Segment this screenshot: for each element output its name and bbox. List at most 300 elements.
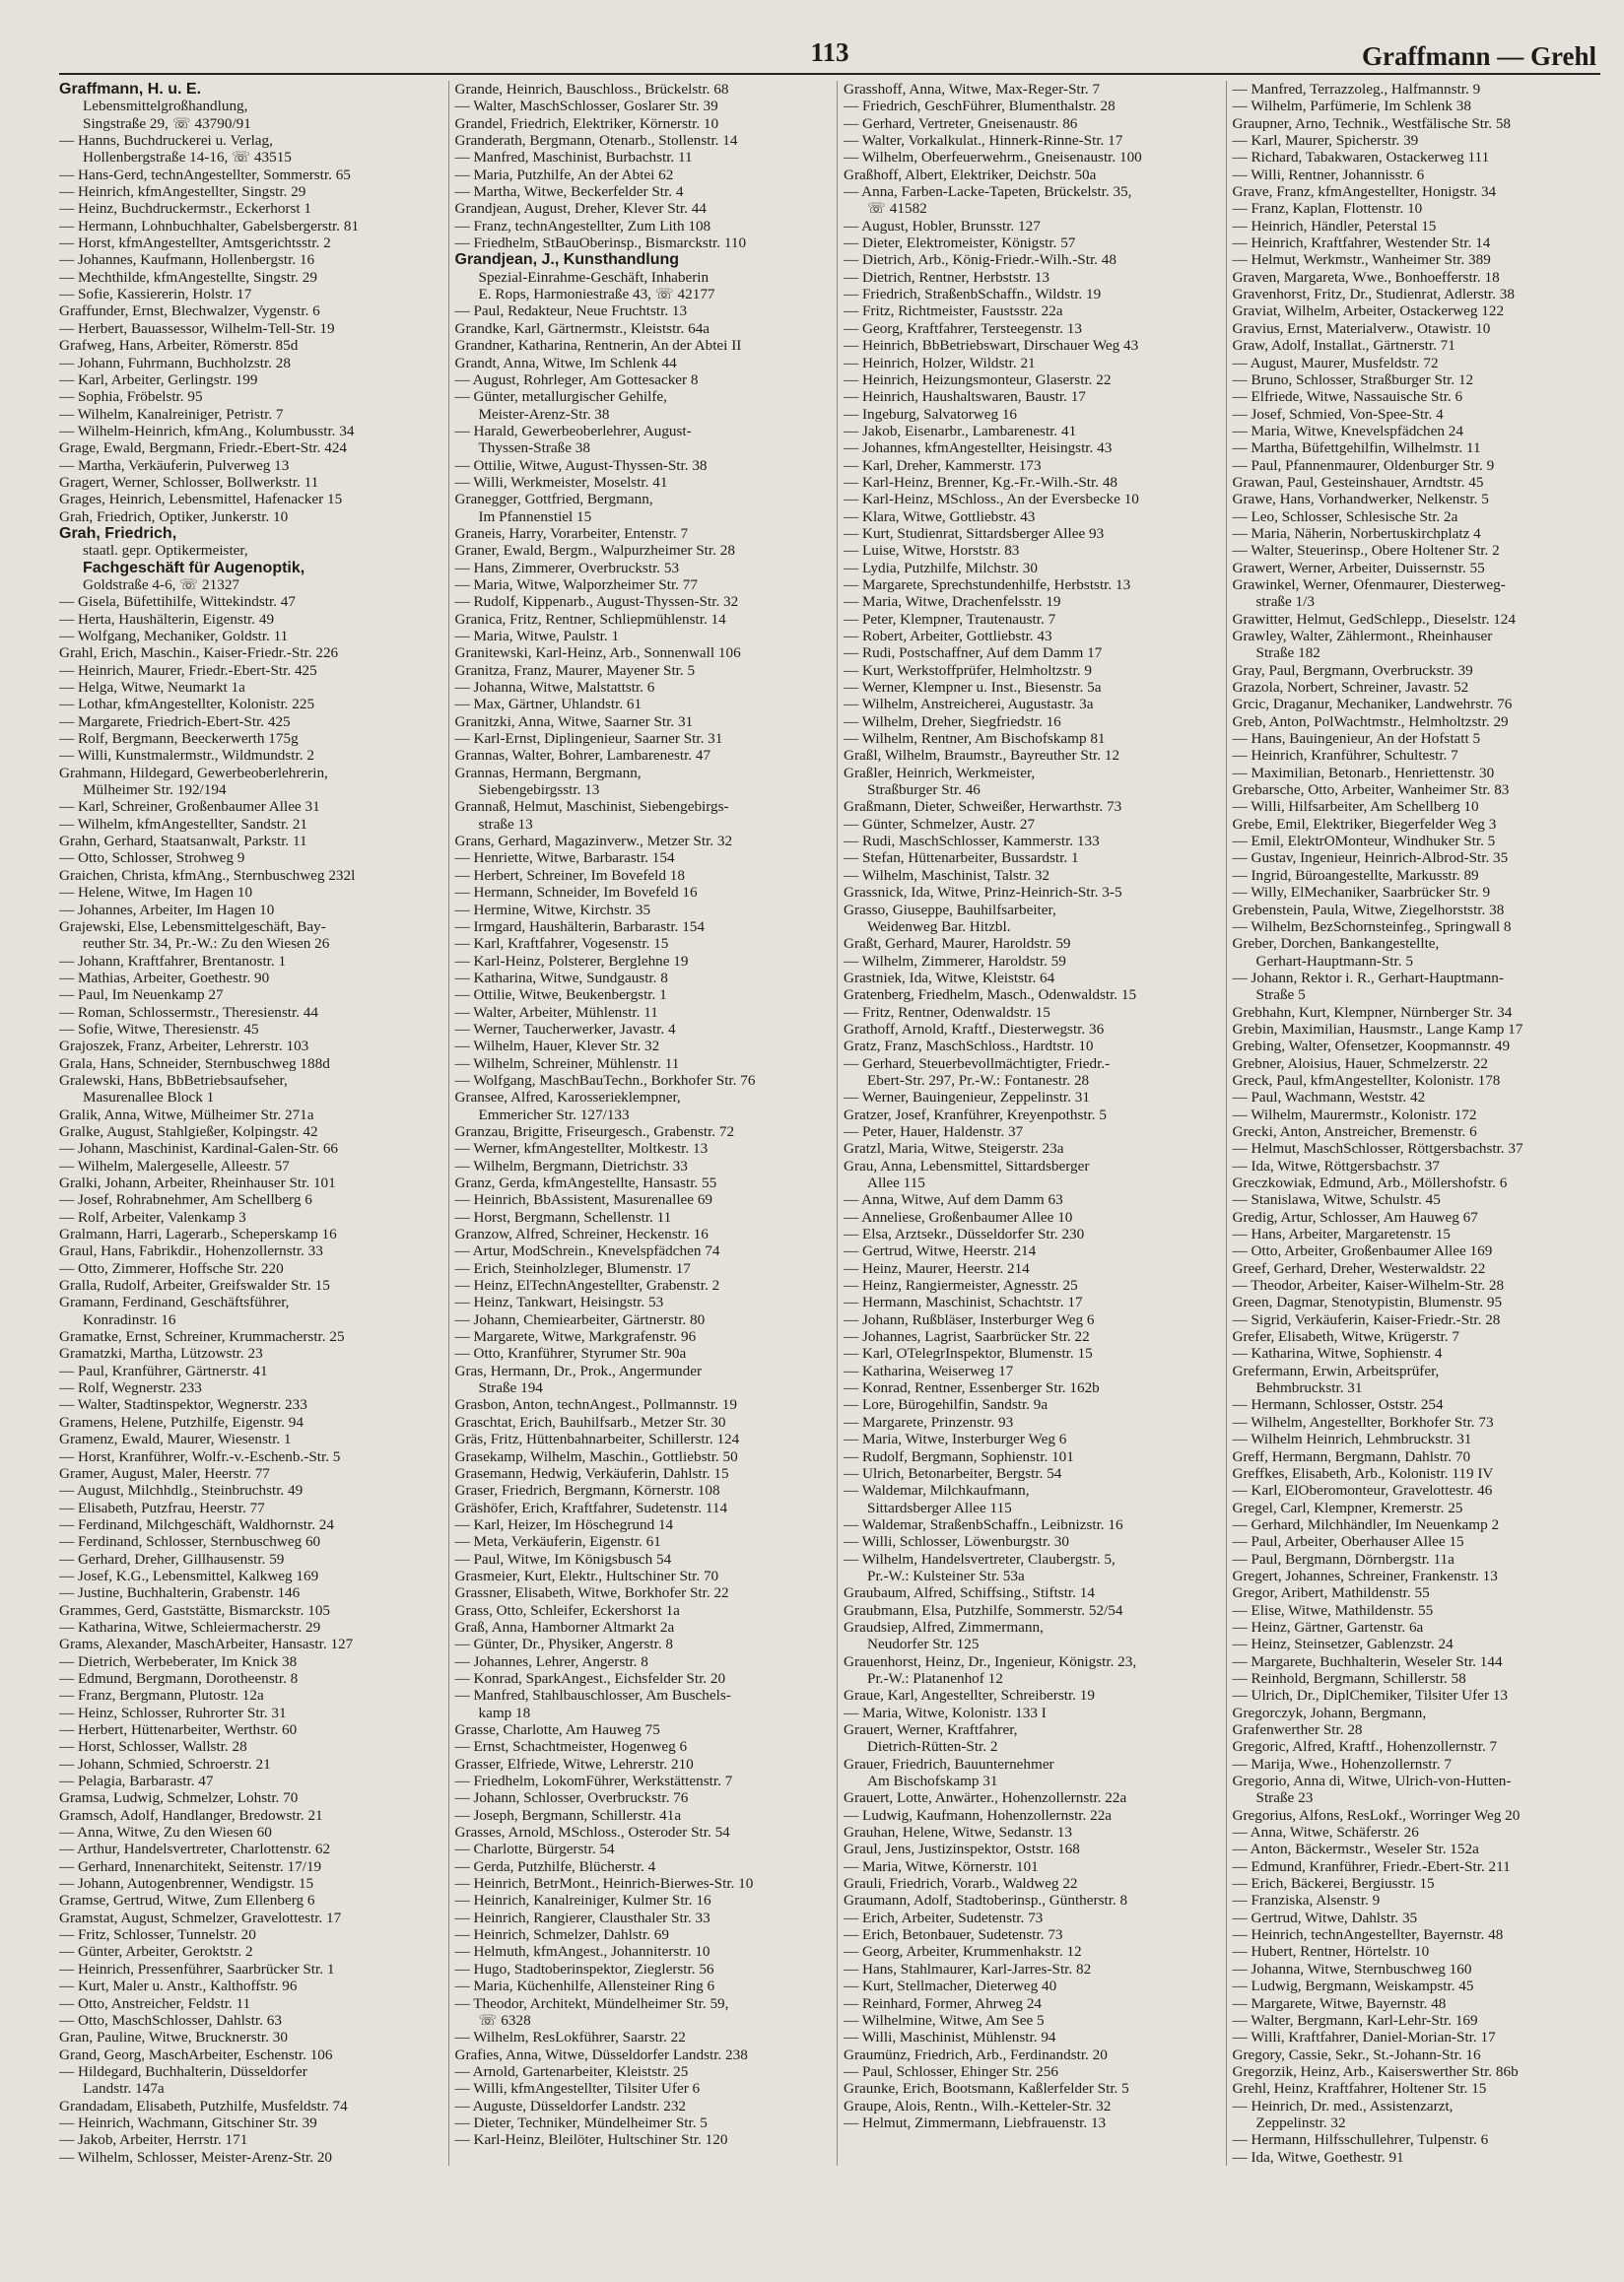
- directory-entry: — Paul, Witwe, Im Königsbusch 54: [454, 1550, 672, 1568]
- directory-entry: Grah, Friedrich,: [59, 524, 177, 542]
- directory-entry: — Walter, MaschSchlosser, Goslarer Str. 39: [454, 98, 718, 115]
- directory-entry: — Hans, Arbeiter, Margaretenstr. 15: [1232, 1226, 1451, 1243]
- directory-entry: — Wilhelm, Schreiner, Mühlenstr. 11: [454, 1054, 680, 1072]
- directory-entry: — Karl-Ernst, Diplingenieur, Saarner Str. 31: [454, 730, 723, 748]
- directory-entry: Grassnick, Ida, Witwe, Prinz-Heinrich-Str. 3-5: [844, 884, 1122, 902]
- directory-entry: Gratz, Franz, MaschSchloss., Hardtstr. 10: [844, 1038, 1094, 1055]
- directory-entry: Emmericher Str. 127/133: [478, 1106, 630, 1123]
- directory-entry: — Wilhelmine, Witwe, Am See 5: [844, 2011, 1045, 2029]
- directory-entry: Graue, Karl, Angestellter, Schreiberstr. 19: [844, 1687, 1095, 1705]
- directory-entry: — Heinz, Maurer, Heerstr. 214: [844, 1259, 1030, 1277]
- directory-entry: — Maria, Putzhilfe, An der Abtei 62: [454, 166, 674, 183]
- directory-entry: — Roman, Schlossermstr., Theresienstr. 44: [59, 1003, 318, 1021]
- directory-entry: — Katharina, Witwe, Schleiermacherstr. 29: [59, 1618, 321, 1636]
- directory-entry: — Margarete, Sprechstundenhilfe, Herbststr. 13: [844, 575, 1131, 593]
- directory-entry: — Gertrud, Witwe, Dahlstr. 35: [1232, 1909, 1418, 1926]
- directory-entry: Grandjean, August, Dreher, Klever Str. 44: [454, 200, 707, 218]
- directory-entry: — Rolf, Arbeiter, Valenkamp 3: [59, 1208, 246, 1226]
- directory-entry: — Heinrich, Rangierer, Clausthaler Str. 33: [454, 1909, 710, 1926]
- directory-entry: — Rolf, Bergmann, Beeckerwerth 175g: [59, 730, 299, 748]
- directory-entry: Gralke, August, Stahlgießer, Kolpingstr. 42: [59, 1122, 318, 1140]
- directory-entry: Gralla, Rudolf, Arbeiter, Greifswalder Str. 15: [59, 1277, 330, 1295]
- directory-entry: — Maria, Witwe, Knevelspfädchen 24: [1232, 422, 1463, 439]
- directory-entry: — Lothar, kfmAngestellter, Kolonistr. 225: [59, 696, 315, 713]
- directory-entry: — Heinz, Rangiermeister, Agnesstr. 25: [844, 1277, 1078, 1295]
- directory-entry: Spezial-Einrahme-Geschäft, Inhaberin: [478, 268, 710, 286]
- directory-entry: Granitzki, Anna, Witwe, Saarner Str. 31: [454, 712, 694, 730]
- directory-entry: Grass, Otto, Schleifer, Eckershorst 1a: [454, 1601, 680, 1619]
- directory-entry: — Hanns, Buchdruckerei u. Verlag,: [59, 132, 273, 150]
- directory-entry: Grasbon, Anton, technAngest., Pollmannstr. 19: [454, 1396, 737, 1414]
- directory-entry: — Wilhelm, kfmAngestellter, Sandstr. 21: [59, 815, 308, 833]
- directory-entry: Granica, Fritz, Rentner, Schliepmühlenstr. 14: [454, 610, 726, 628]
- directory-entry: Gregorzik, Heinz, Arb., Kaiserswerther Str. 86b: [1232, 2062, 1519, 2080]
- directory-entry: — Paul, Im Neuenkamp 27: [59, 986, 224, 1004]
- directory-entry: — Manfred, Terrazzoleg., Halfmannstr. 9: [1232, 81, 1481, 98]
- page-header: [59, 30, 1600, 75]
- directory-entry: — Konrad, SparkAngest., Eichsfelder Str. 20: [454, 1669, 726, 1687]
- directory-entry: — Margarete, Witwe, Bayernstr. 48: [1232, 1994, 1447, 2012]
- directory-entry: Grauert, Werner, Kraftfahrer,: [844, 1721, 1018, 1738]
- directory-entry: Grahn, Gerhard, Staatsanwalt, Parkstr. 11: [59, 833, 307, 850]
- directory-entry: — Johanna, Witwe, Sternbuschweg 160: [1232, 1960, 1472, 1978]
- directory-entry: Greber, Dorchen, Bankangestellte,: [1232, 935, 1440, 953]
- directory-entry: — Willi, Rentner, Johannisstr. 6: [1232, 166, 1425, 183]
- directory-entry: — Harald, Gewerbeoberlehrer, August-: [454, 422, 692, 439]
- directory-entry: — Friedrich, StraßenbSchaffn., Wildstr. 19: [844, 286, 1102, 303]
- directory-entry: Graudsiep, Alfred, Zimmermann,: [844, 1618, 1044, 1636]
- directory-entry: — Paul, Arbeiter, Oberhauser Allee 15: [1232, 1533, 1464, 1551]
- directory-entry: — Wilhelm, Dreher, Siegfriedstr. 16: [844, 712, 1061, 730]
- directory-entry: Grebner, Aloisius, Hauer, Schmelzerstr. 22: [1232, 1054, 1488, 1072]
- directory-entry: — Irmgard, Haushälterin, Barbarastr. 154: [454, 917, 705, 935]
- directory-entry: — Josef, Rohrabnehmer, Am Schellberg 6: [59, 1191, 312, 1209]
- directory-entry: — Ludwig, Kaufmann, Hohenzollernstr. 22a: [844, 1806, 1113, 1824]
- directory-entry: Graubmann, Elsa, Putzhilfe, Sommerstr. 52/54: [844, 1601, 1123, 1619]
- directory-entry: Konradinstr. 16: [83, 1310, 176, 1328]
- directory-entry: — Reinhold, Bergmann, Schillerstr. 58: [1232, 1669, 1466, 1687]
- directory-entry: Am Bischofskamp 31: [867, 1773, 998, 1790]
- directory-entry: Grala, Hans, Schneider, Sternbuschweg 188d: [59, 1054, 330, 1072]
- directory-entry: Neudorfer Str. 125: [867, 1636, 980, 1653]
- directory-entry: — Luise, Witwe, Horststr. 83: [844, 542, 1020, 560]
- directory-entry: Gregorius, Alfons, ResLokf., Worringer Weg 20: [1232, 1806, 1521, 1824]
- directory-entry: Gredig, Artur, Schlosser, Am Hauweg 67: [1232, 1208, 1478, 1226]
- directory-entry: Gramenz, Ewald, Maurer, Wiesenstr. 1: [59, 1431, 292, 1448]
- directory-entry: Grauert, Lotte, Anwärter., Hohenzollernstr. 22a: [844, 1789, 1127, 1807]
- directory-entry: — Hubert, Rentner, Hörtelstr. 10: [1232, 1943, 1430, 1961]
- directory-entry: — Leo, Schlosser, Schlesische Str. 2a: [1232, 507, 1458, 525]
- directory-entry: — Dietrich, Arb., König-Friedr.-Wilh.-Str. 48: [844, 251, 1116, 269]
- directory-entry: Grajewski, Else, Lebensmittelgeschäft, Bay-: [59, 917, 326, 935]
- directory-entry: Zeppelinstr. 32: [1255, 2114, 1346, 2131]
- directory-entry: Grauli, Friedrich, Vorarb., Waldweg 22: [844, 1875, 1078, 1893]
- running-head: Graffmann — Grehl: [1362, 41, 1596, 71]
- directory-entry: — Fritz, Rentner, Odenwaldstr. 15: [844, 1003, 1050, 1021]
- directory-entry: — Wilhelm, Maurermstr., Kolonistr. 172: [1232, 1106, 1477, 1123]
- directory-entry: — Wilhelm, Schlosser, Meister-Arenz-Str. 20: [59, 2148, 333, 2166]
- directory-entry: — Margarete, Friedrich-Ebert-Str. 425: [59, 712, 291, 730]
- directory-entry: Granz, Gerda, kfmAngestellte, Hansastr. 55: [454, 1175, 717, 1191]
- directory-entry: — Gerhard, Innenarchitekt, Seitenstr. 17/19: [59, 1857, 322, 1875]
- directory-entry: — Ida, Witwe, Goethestr. 91: [1232, 2148, 1404, 2166]
- directory-entry: — Franziska, Alsenstr. 9: [1232, 1892, 1381, 1910]
- directory-entry: — Fritz, Richtmeister, Faustsstr. 22a: [844, 302, 1063, 320]
- directory-entry: staatl. gepr. Optikermeister,: [83, 542, 248, 560]
- directory-entry: — Friedhelm, LokomFührer, Werkstättenstr. 7: [454, 1773, 733, 1790]
- directory-entry: Gramer, August, Maler, Heerstr. 77: [59, 1464, 270, 1482]
- directory-entry: Graumann, Adolf, Stadtoberinsp., Güntherstr. 8: [844, 1892, 1128, 1910]
- directory-entry: — Günter, Schmelzer, Austr. 27: [844, 815, 1036, 833]
- directory-entry: Grawinkel, Werner, Ofenmaurer, Diesterweg-: [1232, 575, 1506, 593]
- directory-entry: Fachgeschäft für Augenoptik,: [83, 559, 305, 576]
- directory-entry: — Jakob, Eisenarbr., Lambarenestr. 41: [844, 422, 1077, 439]
- directory-entry: — Wilhelm, ResLokführer, Saarstr. 22: [454, 2029, 686, 2047]
- directory-entry: Gregorczyk, Johann, Bergmann,: [1232, 1704, 1427, 1721]
- directory-entry: — Peter, Klempner, Trautenaustr. 7: [844, 610, 1056, 628]
- page-number: 113: [810, 37, 849, 67]
- directory-entry: Graschtat, Erich, Bauhilfsarb., Metzer Str. 30: [454, 1413, 726, 1431]
- directory-entry: Grages, Heinrich, Lebensmittel, Hafenacker 15: [59, 491, 343, 508]
- directory-entry: — Herbert, Schreiner, Im Bovefeld 18: [454, 866, 685, 884]
- directory-entry: ☏ 6328: [478, 2011, 531, 2029]
- directory-entry: Greb, Anton, PolWachtmstr., Helmholtzstr. 29: [1232, 712, 1509, 730]
- directory-entry: Greef, Gerhard, Dreher, Westerwaldstr. 22: [1232, 1259, 1486, 1277]
- directory-entry: — Karl-Heinz, Polsterer, Berglehne 19: [454, 952, 689, 970]
- directory-entry: — Johann, Schlosser, Overbruckstr. 76: [454, 1789, 689, 1807]
- directory-entry: — Maximilian, Betonarb., Henriettenstr. 30: [1232, 764, 1495, 781]
- directory-entry: Graffunder, Ernst, Blechwalzer, Vygenstr. 6: [59, 302, 320, 320]
- directory-entry: — Anneliese, Großenbaumer Allee 10: [844, 1208, 1073, 1226]
- directory-entry: — Paul, Bergmann, Dörnbergstr. 11a: [1232, 1550, 1455, 1568]
- directory-entry: — Horst, Bergmann, Schellenstr. 11: [454, 1208, 672, 1226]
- directory-entry: — Horst, Kranführer, Wolfr.-v.-Eschenb.-Str. 5: [59, 1447, 341, 1465]
- directory-entry: Graul, Hans, Fabrikdir., Hohenzollernstr. 33: [59, 1242, 323, 1260]
- directory-entry: Hollenbergstraße 14-16, ☏ 43515: [83, 149, 292, 167]
- directory-entry: — Horst, Schlosser, Wallstr. 28: [59, 1738, 247, 1756]
- directory-entry: Granitewski, Karl-Heinz, Arb., Sonnenwall 106: [454, 644, 741, 662]
- directory-entry: — Heinrich, Kanalreiniger, Kulmer Str. 16: [454, 1892, 711, 1910]
- directory-entry: — Paul, Redakteur, Neue Fruchtstr. 13: [454, 302, 688, 320]
- directory-entry: — Wilhelm, Oberfeuerwehrm., Gneisenaustr. 100: [844, 149, 1142, 167]
- directory-entry: Grebhahn, Kurt, Klempner, Nürnberger Str. 34: [1232, 1003, 1513, 1021]
- directory-entry: — Hermann, Schlosser, Oststr. 254: [1232, 1396, 1444, 1414]
- directory-entry: — Hermann, Maschinist, Schachtstr. 17: [844, 1294, 1083, 1311]
- directory-entry: Siebengebirgsstr. 13: [478, 781, 600, 799]
- directory-columns: [59, 81, 1600, 2166]
- directory-entry: Gregor, Aribert, Mathildenstr. 55: [1232, 1584, 1430, 1602]
- directory-entry: — Johannes, Kaufmann, Hollenbergstr. 16: [59, 251, 315, 269]
- directory-entry: — Wilhelm Heinrich, Lehmbruckstr. 31: [1232, 1431, 1472, 1448]
- directory-entry: Gramsch, Adolf, Handlanger, Bredowstr. 21: [59, 1806, 323, 1824]
- directory-entry: Graßler, Heinrich, Werkmeister,: [844, 764, 1036, 781]
- directory-entry: — Justine, Buchhalterin, Grabenstr. 146: [59, 1584, 301, 1602]
- directory-entry: — Wilhelm, Parfümerie, Im Schlenk 38: [1232, 98, 1471, 115]
- directory-entry: — Elfriede, Witwe, Nassauische Str. 6: [1232, 388, 1463, 406]
- directory-entry: — Wilhelm, Malergeselle, Alleestr. 57: [59, 1157, 290, 1175]
- directory-entry: — Heinrich, kfmAngestellter, Singstr. 29: [59, 183, 306, 201]
- directory-entry: Grahl, Erich, Maschin., Kaiser-Friedr.-Str. 226: [59, 644, 339, 662]
- directory-entry: Graser, Friedrich, Bergmann, Körnerstr. 108: [454, 1482, 720, 1500]
- directory-entry: Thyssen-Straße 38: [478, 439, 590, 457]
- directory-entry: — Bruno, Schlosser, Straßburger Str. 12: [1232, 370, 1474, 388]
- directory-entry: — Ferdinand, Milchgeschäft, Waldhornstr. 24: [59, 1515, 334, 1533]
- directory-entry: — Herta, Haushälterin, Eigenstr. 49: [59, 610, 275, 628]
- directory-entry: — Karl, ElOberomonteur, Gravelottestr. 46: [1232, 1482, 1493, 1500]
- directory-entry: — Margarete, Witwe, Markgrafenstr. 96: [454, 1328, 697, 1346]
- directory-entry: — Theodor, Arbeiter, Kaiser-Wilhelm-Str. 28: [1232, 1277, 1505, 1295]
- directory-entry: — Katharina, Witwe, Sundgaustr. 8: [454, 969, 668, 986]
- directory-entry: — Maria, Witwe, Drachenfelsstr. 19: [844, 593, 1061, 611]
- directory-entry: Gramann, Ferdinand, Geschäftsführer,: [59, 1294, 290, 1311]
- directory-entry: — Gisela, Büfettihilfe, Wittekindstr. 47: [59, 593, 296, 611]
- directory-entry: — Maria, Witwe, Kolonistr. 133 I: [844, 1704, 1047, 1721]
- directory-entry: Graßmann, Dieter, Schweißer, Herwarthstr. 73: [844, 798, 1122, 816]
- directory-entry: Grau, Anna, Lebensmittel, Sittardsberger: [844, 1157, 1090, 1175]
- directory-entry: — Johannes, Lagrist, Saarbrücker Str. 22: [844, 1328, 1090, 1346]
- directory-entry: — Heinrich, BbBetriebswart, Dirschauer Weg 43: [844, 337, 1139, 355]
- directory-entry: — Maria, Witwe, Körnerstr. 101: [844, 1857, 1039, 1875]
- directory-entry: — Anna, Witwe, Auf dem Damm 63: [844, 1191, 1063, 1209]
- directory-entry: — Elsa, Arztsekr., Düsseldorfer Str. 230: [844, 1226, 1085, 1243]
- directory-entry: — Werner, Klempner u. Inst., Biesenstr. 5a: [844, 679, 1102, 697]
- directory-entry: — Dieter, Techniker, Mündelheimer Str. 5: [454, 2114, 708, 2131]
- directory-entry: — Wilhelm, Hauer, Klever Str. 32: [454, 1038, 660, 1055]
- directory-entry: Gregory, Cassie, Sekr., St.-Johann-Str. 16: [1232, 2046, 1481, 2063]
- directory-entry: Grawan, Paul, Gesteinshauer, Arndtstr. 45: [1232, 473, 1484, 491]
- directory-entry: Grazola, Norbert, Schreiner, Javastr. 52: [1232, 679, 1469, 697]
- directory-entry: reuther Str. 34, Pr.-W.: Zu den Wiesen 26: [83, 935, 330, 953]
- directory-entry: Gregoric, Alfred, Kraftf., Hohenzollernstr. 7: [1232, 1738, 1498, 1756]
- directory-entry: — August, Maurer, Musfeldstr. 72: [1232, 354, 1439, 371]
- directory-entry: — Anna, Witwe, Zu den Wiesen 60: [59, 1824, 272, 1842]
- directory-entry: — Paul, Wachmann, Weststr. 42: [1232, 1089, 1426, 1107]
- directory-entry: Gralewski, Hans, BbBetriebsaufseher,: [59, 1071, 288, 1089]
- directory-entry: — Stefan, Hüttenarbeiter, Bussardstr. 1: [844, 849, 1079, 867]
- directory-entry: Grah, Friedrich, Optiker, Junkerstr. 10: [59, 507, 289, 525]
- directory-entry: — Dietrich, Rentner, Herbststr. 13: [844, 268, 1050, 286]
- directory-entry: Grandt, Anna, Witwe, Im Schlenk 44: [454, 354, 677, 371]
- directory-entry: — Johannes, kfmAngestellter, Heisingstr. 43: [844, 439, 1113, 457]
- directory-entry: — Gerda, Putzhilfe, Blücherstr. 4: [454, 1857, 656, 1875]
- directory-entry: — Anna, Witwe, Schäferstr. 26: [1232, 1824, 1419, 1842]
- directory-entry: — Konrad, Rentner, Essenberger Str. 162b: [844, 1379, 1100, 1397]
- directory-entry: Gralik, Anna, Witwe, Mülheimer Str. 271a: [59, 1106, 314, 1123]
- directory-entry: — Mechthilde, kfmAngestellte, Singstr. 29: [59, 268, 317, 286]
- directory-entry: Grahmann, Hildegard, Gewerbeoberlehrerin,: [59, 764, 328, 781]
- directory-entry: Gratzl, Maria, Witwe, Steigerstr. 23a: [844, 1140, 1064, 1158]
- directory-entry: — Auguste, Düsseldorfer Landstr. 232: [454, 2097, 687, 2114]
- directory-entry: Granegger, Gottfried, Bergmann,: [454, 491, 653, 508]
- directory-entry: Greczkowiak, Edmund, Arb., Möllershofstr. 6: [1232, 1175, 1508, 1191]
- directory-entry: — Helmut, Zimmermann, Liebfrauenstr. 13: [844, 2114, 1107, 2131]
- directory-entry: — Emil, ElektrOMonteur, Windhuker Str. 5: [1232, 833, 1496, 850]
- directory-entry: Gräs, Fritz, Hüttenbahnarbeiter, Schillerstr. 124: [454, 1431, 740, 1448]
- directory-entry: Behmbruckstr. 31: [1255, 1379, 1363, 1397]
- directory-entry: — Edmund, Kranführer, Friedr.-Ebert-Str. 211: [1232, 1857, 1511, 1875]
- directory-entry: — Otto, Anstreicher, Feldstr. 11: [59, 1994, 251, 2012]
- directory-entry: — Kurt, Studienrat, Sittardsberger Allee 93: [844, 524, 1105, 542]
- directory-entry: Grehl, Heinz, Kraftfahrer, Holtener Str. 15: [1232, 2080, 1487, 2098]
- directory-entry: Straße 182: [1255, 644, 1320, 662]
- directory-entry: Graven, Margareta, Wwe., Bonhoefferstr. 18: [1232, 268, 1500, 286]
- directory-entry: — Heinrich, Haushaltswaren, Baustr. 17: [844, 388, 1086, 406]
- directory-entry: Grawitter, Helmut, GedSchlepp., Dieselstr. 124: [1232, 610, 1516, 628]
- directory-entry: — Hugo, Stadtoberinspektor, Zieglerstr. 56: [454, 1960, 714, 1978]
- directory-entry: — Johann, Rektor i. R., Gerhart-Hauptmann-: [1232, 969, 1504, 986]
- directory-entry: Grecki, Anton, Anstreicher, Bremenstr. 6: [1232, 1122, 1477, 1140]
- directory-entry: — Helmuth, kfmAngest., Johanniterstr. 10: [454, 1943, 710, 1961]
- directory-entry: — Manfred, Maschinist, Burbachstr. 11: [454, 149, 693, 167]
- directory-entry: — Heinrich, Wachmann, Gitschiner Str. 39: [59, 2114, 317, 2131]
- directory-entry: — Wilhelm, BezSchornsteinfeg., Springwall 8: [1232, 917, 1512, 935]
- directory-entry: — Ingrid, Büroangestellte, Markusstr. 89: [1232, 866, 1479, 884]
- directory-entry: Grathoff, Arnold, Kraftf., Diesterwegstr. 36: [844, 1020, 1105, 1038]
- directory-entry: — Willi, Kraftfahrer, Daniel-Morian-Str. 17: [1232, 2029, 1496, 2047]
- directory-entry: Graßl, Wilhelm, Braumstr., Bayreuther Str. 12: [844, 747, 1120, 765]
- directory-entry: — Maria, Küchenhilfe, Allensteiner Ring 6: [454, 1978, 715, 1995]
- directory-entry: Gratzer, Josef, Kranführer, Kreyenpothstr. 5: [844, 1106, 1107, 1123]
- directory-entry: — Meta, Verkäuferin, Eigenstr. 61: [454, 1533, 661, 1551]
- directory-entry: — Karl-Heinz, MSchloss., An der Eversbecke 10: [844, 491, 1139, 508]
- directory-entry: — Karl, OTelegrInspektor, Blumenstr. 15: [844, 1345, 1093, 1363]
- directory-entry: — Stanislawa, Witwe, Schulstr. 45: [1232, 1191, 1441, 1209]
- directory-entry: — Hans, Stahlmaurer, Karl-Jarres-Str. 82: [844, 1960, 1092, 1978]
- column-2: [448, 81, 824, 2166]
- directory-entry: — Wilhelm, Maschinist, Talstr. 32: [844, 866, 1050, 884]
- directory-entry: — Walter, Arbeiter, Mühlenstr. 11: [454, 1003, 658, 1021]
- directory-entry: — Willi, Hilfsarbeiter, Am Schellberg 10: [1232, 798, 1479, 816]
- directory-entry: Grafenwerther Str. 28: [1232, 1721, 1363, 1738]
- directory-entry: — Wilhelm, Rentner, Am Bischofskamp 81: [844, 730, 1106, 748]
- directory-entry: Granzow, Alfred, Schreiner, Heckenstr. 16: [454, 1226, 709, 1243]
- directory-entry: — Franz, technAngestellter, Zum Lith 108: [454, 217, 711, 235]
- directory-entry: — Ottilie, Witwe, Beukenbergstr. 1: [454, 986, 667, 1004]
- directory-entry: straße 1/3: [1255, 593, 1315, 611]
- directory-entry: Grage, Ewald, Bergmann, Friedr.-Ebert-Str. 424: [59, 439, 348, 457]
- directory-entry: — Richard, Tabakwaren, Ostackerweg 111: [1232, 149, 1490, 167]
- directory-entry: — Karl, Schreiner, Großenbaumer Allee 31: [59, 798, 320, 816]
- directory-entry: — Heinz, Schlosser, Ruhrorter Str. 31: [59, 1704, 287, 1721]
- directory-entry: Grandadam, Elisabeth, Putzhilfe, Musfeldstr. 74: [59, 2097, 348, 2114]
- directory-entry: — Helga, Witwe, Neumarkt 1a: [59, 679, 245, 697]
- directory-entry: — Waldemar, Milchkaufmann,: [844, 1482, 1030, 1500]
- directory-entry: E. Rops, Harmoniestraße 43, ☏ 42177: [478, 286, 715, 303]
- directory-entry: — Georg, Kraftfahrer, Tersteegenstr. 13: [844, 319, 1082, 337]
- directory-entry: — Willy, ElMechaniker, Saarbrücker Str. 9: [1232, 884, 1491, 902]
- directory-entry: — Erich, Arbeiter, Sudetenstr. 73: [844, 1909, 1044, 1926]
- directory-entry: Grasmeier, Kurt, Elektr., Hultschiner Str. 70: [454, 1567, 719, 1584]
- directory-entry: — Wilhelm, Kanalreiniger, Petristr. 7: [59, 405, 284, 423]
- directory-entry: — Rudi, Postschaffner, Auf dem Damm 17: [844, 644, 1103, 662]
- directory-entry: — Johann, Schmied, Schroerstr. 21: [59, 1755, 271, 1773]
- directory-entry: — Waldemar, StraßenbSchaffn., Leibnizstr. 16: [844, 1515, 1123, 1533]
- directory-entry: Greffkes, Elisabeth, Arb., Kolonistr. 119 IV: [1232, 1464, 1494, 1482]
- directory-entry: Pr.-W.: Platanenhof 12: [867, 1669, 1003, 1687]
- directory-entry: — Heinrich, BbAssistent, Masurenallee 69: [454, 1191, 713, 1209]
- directory-entry: — Margarete, Buchhalterin, Weseler Str. 144: [1232, 1652, 1503, 1670]
- directory-entry: Gerhart-Hauptmann-Str. 5: [1255, 952, 1413, 970]
- directory-entry: — Manfred, Stahlbauschlosser, Am Buschels-: [454, 1687, 731, 1705]
- directory-entry: — Heinrich, Heizungsmonteur, Glaserstr. 22: [844, 370, 1112, 388]
- directory-entry: — Hans, Zimmerer, Overbruckstr. 53: [454, 559, 680, 576]
- directory-entry: — Ulrich, Dr., DiplChemiker, Tilsiter Ufer 13: [1232, 1687, 1508, 1705]
- directory-entry: Grasemann, Hedwig, Verkäuferin, Dahlstr. 15: [454, 1464, 729, 1482]
- directory-entry: — Friedhelm, StBauOberinsp., Bismarckstr. 110: [454, 235, 747, 252]
- directory-entry: — August, Rohrleger, Am Gottesacker 8: [454, 370, 699, 388]
- directory-entry: Straße 194: [478, 1379, 543, 1397]
- directory-entry: Grafies, Anna, Witwe, Düsseldorfer Landstr. 238: [454, 2046, 748, 2063]
- directory-entry: — Helmut, Werkmstr., Wanheimer Str. 389: [1232, 251, 1491, 269]
- directory-entry: — Gerhard, Dreher, Gillhausenstr. 59: [59, 1550, 285, 1568]
- directory-entry: — Sofie, Kassiererin, Holstr. 17: [59, 286, 252, 303]
- directory-entry: — Kurt, Werkstoffprüfer, Helmholtzstr. 9: [844, 661, 1092, 679]
- directory-entry: — Fritz, Schlosser, Tunnelstr. 20: [59, 1926, 256, 1944]
- directory-entry: Grasser, Elfriede, Witwe, Lehrerstr. 210: [454, 1755, 694, 1773]
- directory-entry: — Hermine, Witwe, Kirchstr. 35: [454, 901, 651, 918]
- directory-entry: Graul, Jens, Justizinspektor, Oststr. 168: [844, 1841, 1080, 1858]
- directory-entry: Graunke, Erich, Bootsmann, Kaßlerfelder Str. 5: [844, 2080, 1129, 2098]
- directory-entry: Grasse, Charlotte, Am Hauweg 75: [454, 1721, 660, 1738]
- directory-entry: Grajoszek, Franz, Arbeiter, Lehrerstr. 103: [59, 1038, 309, 1055]
- directory-entry: — Sofie, Witwe, Theresienstr. 45: [59, 1020, 259, 1038]
- directory-entry: — Kurt, Maler u. Anstr., Kalthoffstr. 96: [59, 1978, 298, 1995]
- directory-entry: — Mathias, Arbeiter, Goethestr. 90: [59, 969, 270, 986]
- directory-entry: Weidenweg Bar. Hitzbl.: [867, 917, 1011, 935]
- directory-entry: Gramens, Helene, Putzhilfe, Eigenstr. 94: [59, 1413, 304, 1431]
- directory-entry: — Henriette, Witwe, Barbarastr. 154: [454, 849, 675, 867]
- directory-entry: Gregert, Johannes, Schreiner, Frankenstr. 13: [1232, 1567, 1498, 1584]
- directory-entry: — Maria, Witwe, Walporzheimer Str. 77: [454, 575, 698, 593]
- directory-entry: — Theodor, Architekt, Mündelheimer Str. 59,: [454, 1994, 729, 2012]
- directory-entry: Gramstat, August, Schmelzer, Gravelottestr. 17: [59, 1909, 342, 1926]
- directory-entry: — Karl, Heizer, Im Höschegrund 14: [454, 1515, 674, 1533]
- directory-entry: — Josef, K.G., Lebensmittel, Kalkweg 169: [59, 1567, 319, 1584]
- directory-entry: — Wilhelm, Zimmerer, Haroldstr. 59: [844, 952, 1066, 970]
- directory-entry: Grefermann, Erwin, Arbeitsprüfer,: [1232, 1362, 1440, 1379]
- directory-entry: — Ludwig, Bergmann, Weiskampstr. 45: [1232, 1978, 1474, 1995]
- directory-entry: Gran, Pauline, Witwe, Brucknerstr. 30: [59, 2029, 288, 2047]
- directory-entry: — Martha, Büfettgehilfin, Wilhelmstr. 11: [1232, 439, 1481, 457]
- directory-entry: Grannaß, Helmut, Maschinist, Siebengebirgs-: [454, 798, 729, 816]
- directory-entry: — Johann, Kraftfahrer, Brentanostr. 1: [59, 952, 287, 970]
- directory-entry: — Herbert, Hüttenarbeiter, Werthstr. 60: [59, 1721, 298, 1738]
- directory-entry: Grassner, Elisabeth, Witwe, Borkhofer Str. 22: [454, 1584, 729, 1602]
- directory-entry: — Heinrich, Kraftfahrer, Westender Str. 14: [1232, 235, 1491, 252]
- directory-entry: — Gerhard, Milchhändler, Im Neuenkamp 2: [1232, 1515, 1500, 1533]
- directory-entry: — August, Hobler, Brunsstr. 127: [844, 217, 1041, 235]
- directory-entry: — Johanna, Witwe, Malstattstr. 6: [454, 679, 655, 697]
- directory-entry: Graichen, Christa, kfmAng., Sternbuschweg 232l: [59, 866, 356, 884]
- directory-entry: Gräshöfer, Erich, Kraftfahrer, Sudetenstr. 114: [454, 1499, 728, 1516]
- directory-entry: — Hermann, Hilfsschullehrer, Tulpenstr. 6: [1232, 2131, 1489, 2149]
- directory-entry: Allee 115: [867, 1175, 925, 1191]
- directory-entry: — Elise, Witwe, Mathildenstr. 55: [1232, 1601, 1434, 1619]
- directory-entry: — Martha, Verkäuferin, Pulverweg 13: [59, 456, 290, 474]
- directory-entry: Gralki, Johann, Arbeiter, Rheinhauser Str. 101: [59, 1175, 336, 1191]
- directory-entry: Gras, Hermann, Dr., Prok., Angermunder: [454, 1362, 703, 1379]
- directory-entry: straße 13: [478, 815, 533, 833]
- directory-entry: — Sigrid, Verkäuferin, Kaiser-Friedr.-Str. 28: [1232, 1310, 1501, 1328]
- directory-entry: — Kurt, Stellmacher, Dieterweg 40: [844, 1978, 1057, 1995]
- directory-entry: — Maria, Witwe, Insterburger Weg 6: [844, 1431, 1067, 1448]
- directory-entry: Graviat, Wilhelm, Arbeiter, Ostackerweg 122: [1232, 302, 1505, 320]
- directory-entry: — Wilhelm, Handelsvertreter, Claubergstr. 5,: [844, 1550, 1116, 1568]
- directory-entry: Graßt, Gerhard, Maurer, Haroldstr. 59: [844, 935, 1071, 953]
- directory-entry: — Johann, Fuhrmann, Buchholzstr. 28: [59, 354, 291, 371]
- directory-entry: Gray, Paul, Bergmann, Overbruckstr. 39: [1232, 661, 1473, 679]
- directory-entry: Grand, Georg, MaschArbeiter, Eschenstr. 106: [59, 2046, 333, 2063]
